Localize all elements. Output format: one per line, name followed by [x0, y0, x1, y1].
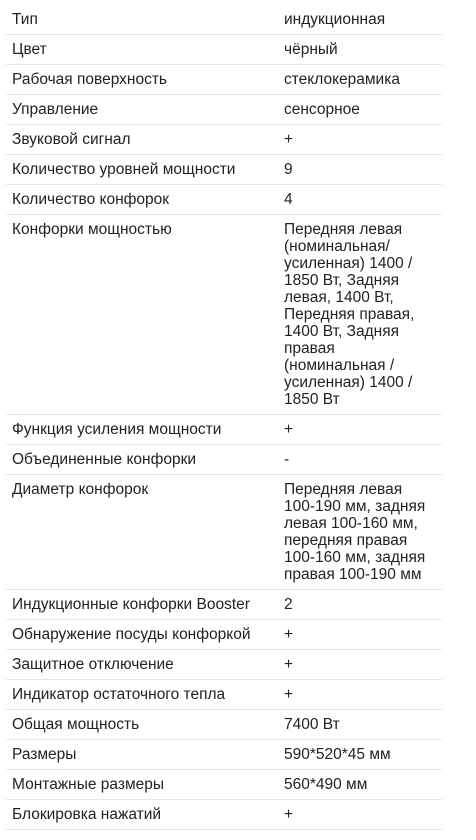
spec-row-burner-diameter [6, 475, 442, 590]
spec-value: Передняя левая (номинальная/ усиленная) 1400 / 1850 Вт, Задняя левая, 1400 Вт, Передняя правая, 1400 Вт, Задняя правая (номинальная / усиленная) 1400 / 1850 Вт [284, 221, 415, 408]
spec-name: Объединенные конфорки [12, 451, 197, 468]
spec-value: 560*490 мм [284, 776, 368, 793]
spec-name: Диаметр конфорок [12, 481, 149, 498]
spec-row-booster-burners [6, 590, 442, 620]
spec-row-power-levels [6, 155, 442, 185]
spec-name: Рабочая поверхность [12, 71, 167, 88]
spec-value: 590*520*45 мм [284, 746, 391, 763]
spec-name: Звуковой сигнал [12, 131, 131, 148]
spec-name: Размеры [12, 746, 77, 763]
spec-name: Монтажные размеры [12, 776, 165, 793]
spec-row-boost-function [6, 415, 442, 445]
spec-name: Функция усиления мощности [12, 421, 222, 438]
spec-name: Количество конфорок [12, 191, 170, 208]
spec-row-burner-count [6, 185, 442, 215]
spec-value: 2 [284, 596, 293, 613]
spec-value: + [284, 626, 294, 643]
spec-name: Индукционные конфорки Booster [12, 596, 250, 613]
spec-name: Общая мощность [12, 716, 140, 733]
spec-value: + [284, 686, 294, 703]
spec-name: Индикатор остаточного тепла [12, 686, 226, 703]
spec-name: Конфорки мощностью [12, 221, 172, 238]
spec-value: + [284, 806, 294, 823]
spec-row-safety-shutoff [6, 650, 442, 680]
spec-name: Защитное отключение [12, 656, 174, 673]
spec-value: чёрный [284, 41, 338, 58]
spec-row-color [6, 35, 442, 65]
spec-name: Количество уровней мощности [12, 161, 236, 178]
spec-name: Цвет [12, 41, 47, 58]
spec-value: - [284, 451, 290, 468]
spec-row-surface [6, 65, 442, 95]
spec-name: Обнаружение посуды конфоркой [12, 626, 251, 643]
spec-value: стеклокерамика [284, 71, 400, 88]
spec-row-type [6, 5, 442, 35]
spec-row-burner-power [6, 215, 442, 415]
spec-value: + [284, 131, 294, 148]
spec-value: 9 [284, 161, 293, 178]
spec-row-pan-detection [6, 620, 442, 650]
specs-table [6, 5, 442, 830]
spec-row-residual-heat [6, 680, 442, 710]
spec-row-mounting-dimensions [6, 770, 442, 800]
spec-row-control [6, 95, 442, 125]
spec-name: Управление [12, 101, 99, 118]
spec-row-key-lock [6, 800, 442, 830]
spec-row-total-power [6, 710, 442, 740]
spec-row-combined-burners [6, 445, 442, 475]
spec-value: индукционная [284, 11, 386, 28]
spec-value: + [284, 656, 294, 673]
spec-value: 4 [284, 191, 293, 208]
spec-name: Блокировка нажатий [12, 806, 162, 823]
spec-name: Тип [12, 11, 38, 28]
spec-value: + [284, 421, 294, 438]
spec-value: сенсорное [284, 101, 360, 118]
spec-row-sound-signal [6, 125, 442, 155]
spec-value: 7400 Вт [284, 716, 340, 733]
spec-value: Передняя левая 100-190 мм, задняя левая 100-160 мм, передняя правая 100-160 мм, задняя правая 100-190 мм [284, 481, 426, 583]
spec-row-dimensions [6, 740, 442, 770]
